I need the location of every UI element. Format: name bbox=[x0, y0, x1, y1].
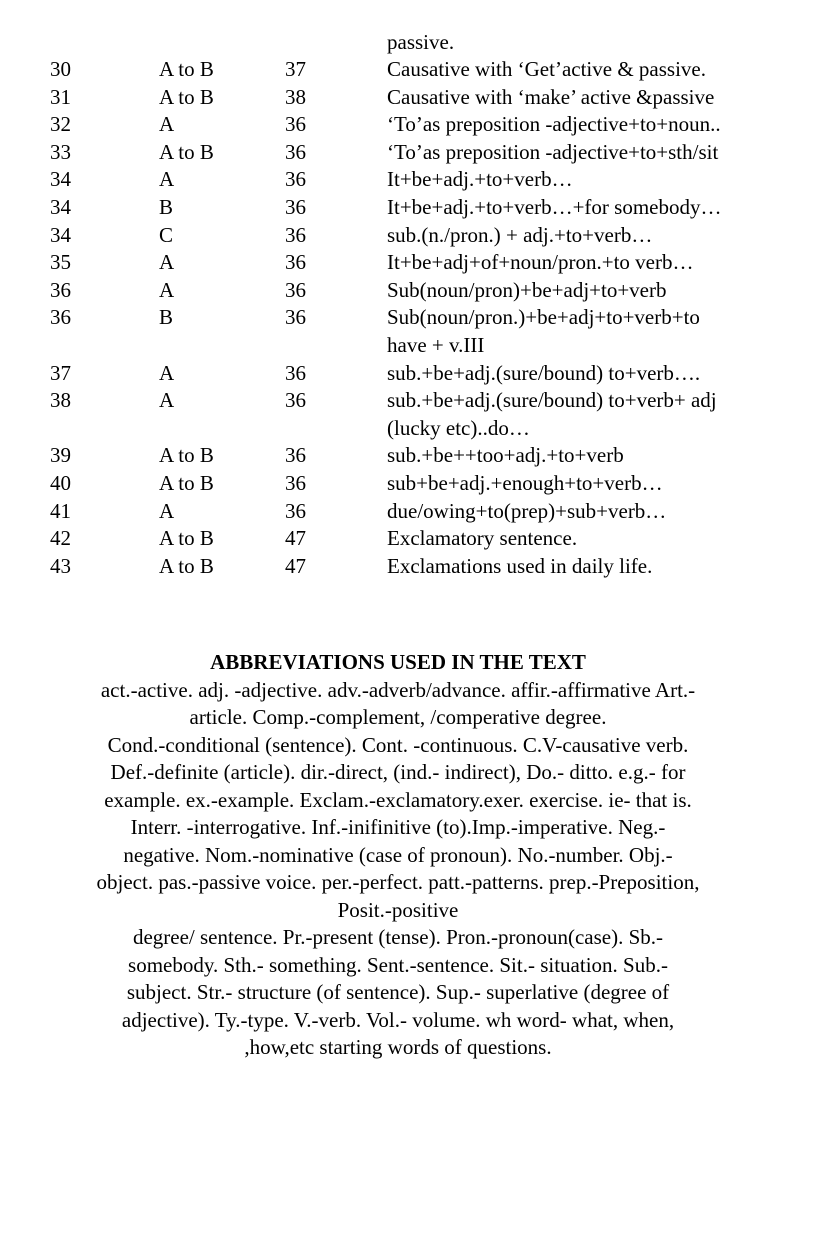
exercise-range: A to B bbox=[159, 553, 214, 578]
abbreviations-line: Posit.-positive bbox=[337, 897, 459, 922]
table-row bbox=[0, 498, 816, 526]
table-row bbox=[0, 84, 816, 112]
unit-number: 36 bbox=[50, 305, 71, 330]
topic-text: sub.+be++too+adj.+to+verb bbox=[387, 443, 624, 468]
table-row bbox=[0, 387, 816, 442]
topic-text: due/owing+to(prep)+sub+verb… bbox=[387, 498, 667, 523]
page-number: 47 bbox=[285, 553, 306, 578]
abbreviations-line: ,how,etc starting words of questions. bbox=[244, 1035, 552, 1059]
topic-text: Exclamatory sentence. bbox=[387, 526, 578, 551]
unit-number: 34 bbox=[50, 222, 71, 247]
table-row bbox=[0, 553, 816, 581]
unit-number: 31 bbox=[50, 84, 71, 109]
abbreviations-line: somebody. Sth.- something. Sent.-sentence. Sit.- situation. Sub.- bbox=[128, 952, 668, 977]
table-row bbox=[0, 525, 816, 553]
page-number: 36 bbox=[285, 305, 306, 330]
abbreviations-line: example. ex.-example. Exclam.-exclamatory.exer. exercise. ie- that is. bbox=[104, 787, 692, 812]
page-number: 36 bbox=[285, 388, 306, 413]
page-number: 36 bbox=[285, 277, 306, 302]
exercise-range: A to B bbox=[159, 139, 214, 164]
table-row bbox=[0, 111, 816, 139]
page-number: 36 bbox=[285, 498, 306, 523]
abbreviations-line: Def.-definite (article). dir.-direct, (ind.- indirect), Do.- ditto. e.g.- for bbox=[110, 760, 686, 784]
abbreviations-line: adjective). Ty.-type. V.-verb. Vol.- volume. wh word- what, when, bbox=[121, 1007, 675, 1032]
abbreviations-section bbox=[48, 649, 748, 1062]
abbreviations-line: Interr. -interrogative. Inf.-inifinitive (to).Imp.-imperative. Neg.- bbox=[130, 815, 666, 839]
exercise-range: A bbox=[159, 167, 175, 192]
abbreviations-line: act.-active. adj. -adjective. adv.-adverb/advance. affir.-affirmative Art.- bbox=[100, 677, 696, 702]
unit-number: 38 bbox=[50, 388, 71, 413]
page-number: 38 bbox=[285, 84, 306, 109]
table-row bbox=[0, 194, 816, 222]
exercise-range: A to B bbox=[159, 84, 214, 109]
exercise-range: A to B bbox=[159, 443, 214, 468]
continued-topic-text: passive. bbox=[387, 30, 455, 54]
unit-number: 32 bbox=[50, 112, 71, 137]
page-number: 36 bbox=[285, 112, 306, 137]
exercise-range: B bbox=[159, 305, 174, 330]
table-row bbox=[0, 166, 816, 194]
page-number: 37 bbox=[285, 57, 306, 81]
topic-text: Exclamations used in daily life. bbox=[387, 553, 653, 578]
page-number: 36 bbox=[285, 443, 306, 468]
page-number: 36 bbox=[285, 194, 306, 219]
page-number: 36 bbox=[285, 250, 306, 275]
unit-number: 37 bbox=[50, 360, 71, 385]
topic-text: Sub(noun/pron.)+be+adj+to+verb+to have + v.III bbox=[387, 305, 700, 357]
topic-text: ‘To’as preposition -adjective+to+noun.. bbox=[387, 112, 721, 137]
topic-text: It+be+adj.+to+verb… bbox=[387, 167, 573, 192]
topic-text: sub+be+adj.+enough+to+verb… bbox=[387, 470, 663, 495]
exercise-range: A bbox=[159, 360, 175, 385]
exercise-index-table bbox=[0, 56, 816, 580]
topic-text: Causative with ‘make’ active &passive bbox=[387, 84, 715, 109]
exercise-range: A bbox=[159, 498, 175, 523]
exercise-range: A to B bbox=[159, 57, 214, 81]
page-number: 36 bbox=[285, 167, 306, 192]
topic-text: Causative with ‘Get’active & passive. bbox=[387, 57, 706, 81]
abbreviations-line: negative. Nom.-nominative (case of pronoun). No.-number. Obj.- bbox=[123, 842, 673, 867]
table-row bbox=[0, 139, 816, 167]
unit-number: 34 bbox=[50, 194, 71, 219]
unit-number: 36 bbox=[50, 277, 71, 302]
unit-number: 34 bbox=[50, 167, 71, 192]
abbreviations-line: degree/ sentence. Pr.-present (tense). Pron.-pronoun(case). Sb.- bbox=[132, 925, 664, 949]
unit-number: 42 bbox=[50, 526, 71, 551]
table-row bbox=[0, 360, 816, 388]
table-row bbox=[0, 304, 816, 359]
table-row bbox=[0, 442, 816, 470]
topic-text: Sub(noun/pron)+be+adj+to+verb bbox=[387, 277, 667, 302]
abbreviations-line: article. Comp.-complement, /comperative degree. bbox=[189, 705, 607, 729]
exercise-range: C bbox=[159, 222, 174, 247]
exercise-range: A bbox=[159, 250, 175, 275]
table-row bbox=[0, 249, 816, 277]
page-number: 36 bbox=[285, 222, 306, 247]
unit-number: 35 bbox=[50, 250, 71, 275]
unit-number: 39 bbox=[50, 443, 71, 468]
abbreviations-line: object. pas.-passive voice. per.-perfect. patt.-patterns. prep.-Preposition, bbox=[96, 870, 700, 894]
unit-number: 30 bbox=[50, 57, 71, 81]
topic-text: sub.(n./pron.) + adj.+to+verb… bbox=[387, 222, 653, 247]
exercise-range: A bbox=[159, 277, 175, 302]
table-row bbox=[0, 277, 816, 305]
page-number: 36 bbox=[285, 139, 306, 164]
unit-number: 43 bbox=[50, 553, 71, 578]
topic-text: It+be+adj.+to+verb…+for somebody… bbox=[387, 194, 722, 219]
topic-text: It+be+adj+of+noun/pron.+to verb… bbox=[387, 250, 694, 275]
exercise-range: A bbox=[159, 112, 175, 137]
page-number: 36 bbox=[285, 470, 306, 495]
exercise-range: B bbox=[159, 194, 174, 219]
abbreviations-line: Cond.-conditional (sentence). Cont. -continuous. C.V-causative verb. bbox=[107, 732, 689, 757]
table-row bbox=[0, 470, 816, 498]
topic-text: sub.+be+adj.(sure/bound) to+verb…. bbox=[387, 360, 701, 385]
unit-number: 40 bbox=[50, 470, 71, 495]
exercise-range: A to B bbox=[159, 470, 214, 495]
topic-text: ‘To’as preposition -adjective+to+sth/sit bbox=[387, 139, 719, 164]
table-row bbox=[0, 222, 816, 250]
topic-text: sub.+be+adj.(sure/bound) to+verb+ adj (lucky etc)..do… bbox=[387, 388, 717, 440]
unit-number: 41 bbox=[50, 498, 71, 523]
exercise-range: A bbox=[159, 388, 175, 413]
table-row bbox=[0, 56, 816, 84]
page-number: 47 bbox=[285, 526, 306, 551]
abbreviations-heading: ABBREVIATIONS USED IN THE TEXT bbox=[210, 650, 586, 674]
page-number: 36 bbox=[285, 360, 306, 385]
abbreviations-line: subject. Str.- structure (of sentence). Sup.- superlative (degree of bbox=[126, 980, 670, 1004]
exercise-range: A to B bbox=[159, 526, 214, 551]
unit-number: 33 bbox=[50, 139, 71, 164]
